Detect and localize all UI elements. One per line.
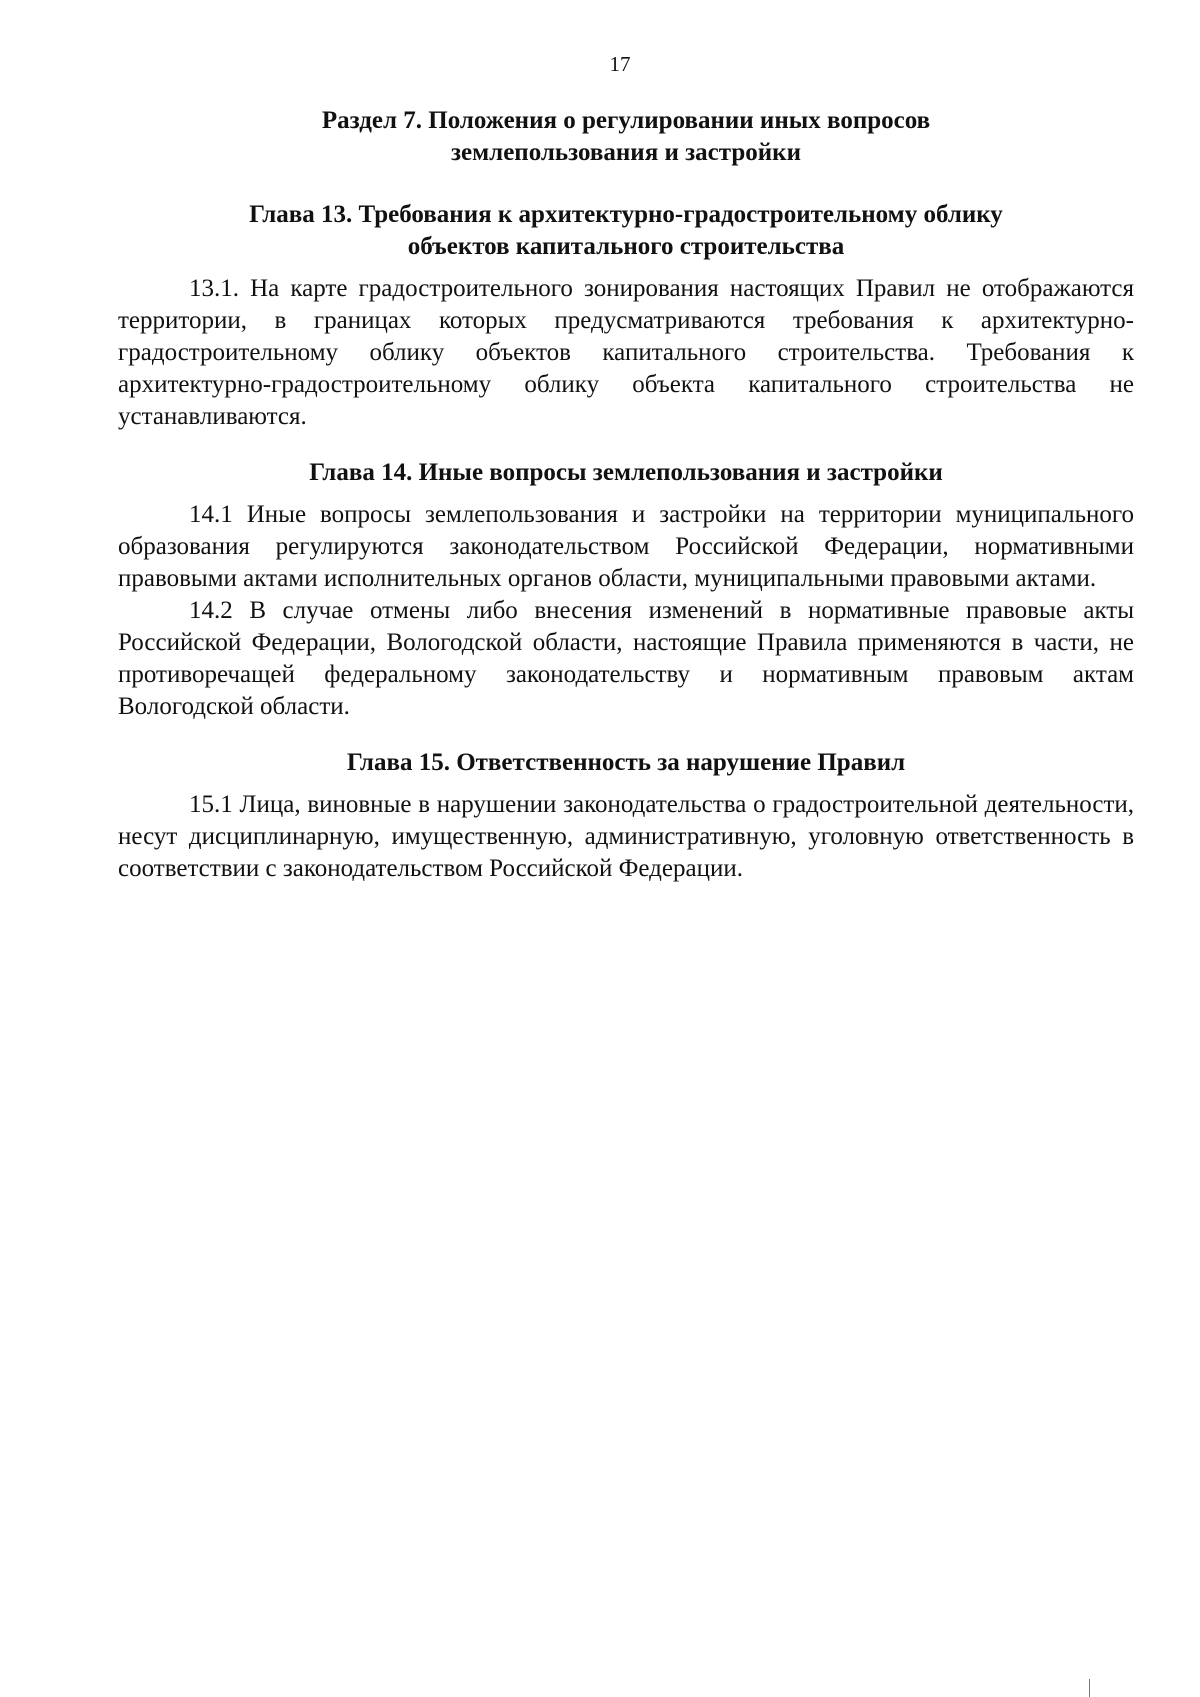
chapter-13-title-line-2: объектов капитального строительства xyxy=(407,233,845,260)
spacer xyxy=(118,433,1134,457)
paragraph-14-1: 14.1 Иные вопросы землепользования и застройки на территории муниципального образования регулируются законодательством Российской Федерации, нормативными правовыми актами исполнительных органов области, муниципальными правовыми актами. xyxy=(118,501,1134,592)
paragraph-13-1: 13.1. На карте градостроительного зонирования настоящих Правил не отображаются территории, в границах которых предусматриваются требования к архитектурно-градостроительному облику объектов капитального строительства. Требования к архитектурно-градостроительному облику объекта капитального строительства не устанавливаются. xyxy=(118,275,1134,430)
page-number: 17 xyxy=(609,52,631,76)
document-body xyxy=(118,105,1134,885)
section-title-line-1: Раздел 7. Положения о регулировании иных вопросов xyxy=(321,107,931,134)
section-title xyxy=(118,105,1134,169)
chapter-14-title: Глава 14. Иные вопросы землепользования и застройки xyxy=(309,459,943,486)
chapter-15-title: Глава 15. Ответственность за нарушение Правил xyxy=(346,749,906,776)
scan-edge-mark xyxy=(1089,1679,1090,1697)
paragraph-15-1: 15.1 Лица, виновные в нарушении законодательства о градостроительной деятельности, несут дисциплинарную, имущественную, административную, уголовную ответственность в соответствии с законодательством Российской Федерации. xyxy=(118,791,1134,882)
chapter-13-title xyxy=(118,199,1134,263)
paragraph-14-2: 14.2 В случае отмены либо внесения изменений в нормативные правовые акты Российской Федерации, Вологодской области, настоящие Правила применяются в части, не противоречащей федеральному законодательству и нормативным правовым актам Вологодской области. xyxy=(118,597,1134,720)
section-title-line-2: землепользования и застройки xyxy=(451,139,801,166)
chapter-13-title-line-1: Глава 13. Требования к архитектурно-градостроительному облику xyxy=(249,201,1003,228)
spacer xyxy=(118,723,1134,747)
